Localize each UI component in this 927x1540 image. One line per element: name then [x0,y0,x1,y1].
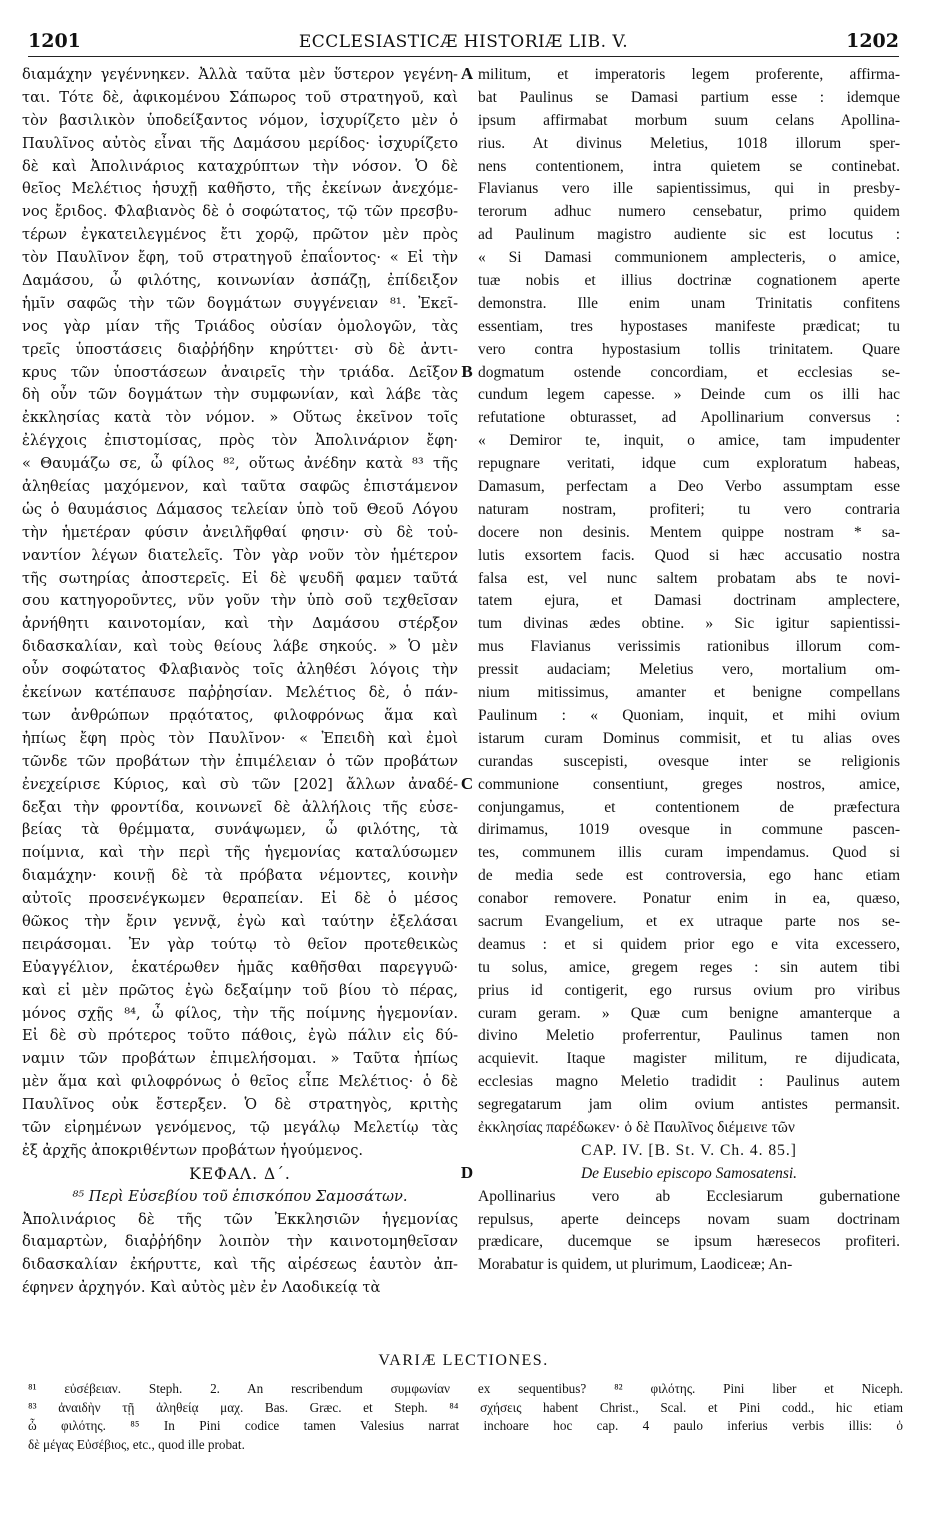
greek-text-line: Δαμάσου, ὦ φιλότης, κοινωνίαν ἀσπάζῃ, ἐπίδειξον [22,272,458,290]
greek-text-line: ἡμῖν σαφῶς τὴν τῶν δογμάτων συγγένειαν ⁸¹. Ἐκεῖ- [22,294,458,312]
latin-text-line: tuæ nobis et illius doctrinæ cognationem aperte [478,272,900,290]
latin-text-line: de media sede est controversia, ego hanc etiam [478,867,900,885]
greek-text-line: Παυλῖνος αὐτὸς εἶναι τῆς Δαμάσου μερίδος· ἰσχυρίζετο [22,134,458,152]
greek-text-line: αὐτοῖς προσενέγκωμεν θεραπείαν. Εἰ δὲ ὁ μέσος [22,890,458,908]
latin-text-line: ad Paulinum magistro audiente sic est locutus : [478,226,900,244]
latin-text-line: communione consentiunt, greges nostros, amice, [478,775,900,793]
latin-text-line: pressit audaciam; Meletius vero, mortalium om- [478,661,900,679]
latin-text-line: segregatarum jam olim ovium antistes permansit. [478,1096,900,1114]
latin-text-line: conabor removere. Ponatur enim in ea, quæso, [478,890,900,908]
greek-text-line: ται. Τότε δὲ, ἀφικομένου Σάπωρος τοῦ στρατηγοῦ, καὶ [22,88,458,106]
latin-text-line: « Si Damasi communionem amplecteris, o amice, [478,249,900,267]
latin-text-line: curam geram. » Quæ cum benigne amanterque a [478,1004,900,1022]
latin-text-line: prædicare, ducemque se ipsum hæresecos profiteri. [478,1233,900,1251]
latin-text-line: militum, et imperatoris legem proferente, affirma- [478,66,900,83]
greek-text-line: ἐλέγχοις ἐπιστομίσας, πρὸς τὸν Ἀπολινάριον ἔφη· [22,432,458,450]
footnote-line: δὲ μέγας Εὐσέβιος, etc., quod ille probat. [28,1436,245,1452]
latin-text-line: rius. At divinus Meletius, 1018 illorum sper- [478,134,900,152]
footnote-line: ⁸³ ἀναιδὴν τῇ ἀληθείᾳ μαχ. Bas. Græc. et Steph. ⁸⁴ σχήσεις habent Christ., Scal. et Pini codd., hic etiam [28,1399,903,1415]
latin-text-line: nens contentionem, intra quietem se continebat. [478,157,900,175]
latin-text-line: sacrum Evangelium, et ex utraque parte nos se- [478,912,900,930]
latin-text-line: terorum adhuc numero censebatur, primo quidem [478,203,900,221]
greek-text-line: Ἀπολινάριος δὲ τῆς τῶν Ἐκκλησιῶν ἡγεμονίας [22,1210,458,1228]
greek-text-line: καὶ εἰ μὲν πρῶτος ἐγὼ δεξαίμην τοῦ βίου τὸ πέρας, [22,981,458,999]
greek-text-line: σου κατηγοροῦντες, νῦν γοῦν τὴν ὑπὸ σοῦ τεχθεῖσαν [22,592,458,610]
latin-text-line: lutis exsortem facis. Quod si hæc accusatio nostra [478,546,900,564]
greek-text-line: δεξαι τὴν φροντίδα, κοινωνεῖ δὲ ἀλλήλοις τῆς εὐσε- [22,798,458,816]
greek-text-line: Παυλῖνος οὐκ ἔστερξεν. Ὁ δὲ στρατηγὸς, κριτὴς [22,1096,458,1114]
latin-text-line: repugnare veritati, idque cum exploratum habeas, [478,455,900,473]
latin-text-line: « Demiror te, inquit, o amice, tam impudenter [478,432,900,450]
latin-text-line: istarum curam Dominus commisit, et tu alias oves [478,729,900,747]
latin-text-line: docere non desinis. Mentem quippe nostram * sa- [478,523,900,541]
latin-text-line: dirimamus, 1019 ovesque in commune pascen- [478,821,900,839]
greek-text-line: διδασκαλίαν ἐκήρυττε, καὶ τῆς αἱρέσεως ἑαυτὸν ἀπ- [22,1256,458,1274]
latin-text-line: falsa est, vel nunc saltem probatam abs te novi- [478,569,900,587]
latin-text-line: demonstra. Ille enim unam Trinitatis confitens [478,294,900,312]
greek-text-line: Εἰ δὲ σὺ πρότερος τοῦτο πάθοις, ἐγὼ πάλιν εἰς δύ- [22,1027,458,1045]
greek-text-line: οὖν σοφώτατος Φλαβιανὸς τοῖς ἀληθέσι λόγοις τὴν [22,661,458,679]
latin-text-line: Morabatur is quidem, ut plurimum, Laodiceæ; An- [478,1256,793,1274]
latin-text-line: ecclesias magno Meletio tradidit : Paulinus autem [478,1073,900,1091]
latin-text-line: Damasum, perfectam a Deo Verbo assumptam esse [478,478,900,496]
greek-text-line: ἐξ ἀρχῆς ἀποκριθέντων προβάτων ἡγούμενος. [22,1141,364,1159]
footnotes [28,1380,903,1454]
greek-text-line: ὡς ὁ θαυμάσιος Δάμασος τελείαν ὑπὸ τοῦ Θεοῦ Λόγου [22,500,458,518]
greek-text-line: κρυς τῶν ὑποστάσεων ἀναιρεῖς τὴν τριάδα. Δεῖξον [22,363,458,381]
margin-letter: C [460,773,474,793]
greek-text-line: νος γὰρ μίαν τῆς Τριάδος οὐσίαν ὁμολογῶν, τὰς [22,317,458,335]
latin-text-line: curandas suscepisti, ovesque inter se religionis [478,752,900,770]
margin-letter: A [460,64,474,83]
latin-text-line: bat Paulinus se Damasi partium esse : idemque [478,88,900,106]
greek-text-line: νος ἔριδος. Φλαβιανὸς δὲ ὁ σοφώτατος, τῷ τῶν πρεσβυ- [22,203,458,221]
greek-text-line: ἐνεχείρισε Κύριος, καὶ σὺ τῶν [202] ἄλλων ἀναδέ- [22,775,458,793]
latin-text-line: tatem ejura, et Damasi doctrinam amplectere, [478,592,900,610]
greek-text-line: ποίμνια, καὶ τὴν περὶ τῆς ἡγεμονίας καταλύσωμεν [22,844,458,862]
latin-text-line: acquievit. Itaque magister militum, re dijudicata, [478,1050,900,1068]
greek-text-line: τῆς σωτηρίας ἀποστερεῖς. Εἰ δὲ ψευδῆ φαμεν ταῦτά [22,569,458,587]
greek-text-line: μόνος σχῇς ⁸⁴, ὦ φίλος, τὴν τῆς ποίμνης ἡγεμονίαν. [22,1004,458,1022]
latin-text-line: conjungamus, et contentionem de præfectura [478,798,900,816]
greek-chapter-subtitle: ⁸⁵ Περὶ Εὐσεβίου τοῦ ἐπισκόπου Σαμοσάτων. [72,1187,408,1205]
greek-text-line: θεῖος Μελέτιος ἡσυχῇ καθῆστο, τῆς ἐκείνων ἀνεχόμε- [22,180,458,198]
footnote-line: ὦ φιλότης. ⁸⁵ In Pini codice tamen Valesius narrat inchoare hoc cap. 4 paulo inferius verbis illis: ὁ [28,1418,903,1433]
greek-text-line: τὴν ἡμετέραν φύσιν ἀνειλῆφθαί φησιν· σὺ δὲ τοὐ- [22,523,458,541]
greek-text-line: έφηνεν ἀρχηγόν. Καὶ αὐτὸς μὲν ἐν Λαοδικείᾳ τὰ [22,1279,381,1297]
greek-chapter-title: ΚΕΦΑΛ. Δ΄. [189,1164,291,1183]
latin-text-line: Flavianus vero ille sapientissimus, qui in presby- [478,180,900,198]
greek-text-line: των ἀνθρώπων πρᾳότατος, φιλοφρόνως ἅμα καὶ [22,706,458,724]
greek-text-line: ναντίον λέγων διατελεῖς. Τὸν γὰρ νοῦν τὸν ἡμέτερον [22,546,458,564]
greek-text-line: διδασκαλίαν, καὶ τοὺς θείους λάβε σηκούς. » Ὁ μὲν [22,638,458,656]
greek-text-line: « Θαυμάζω σε, ὦ φίλος ⁸², οὕτως ἀνέδην κατὰ ⁸³ τῆς [22,455,458,473]
greek-column [22,64,458,1300]
latin-text-line: Apollinarius vero ab Ecclesiarum gubernatione [478,1187,900,1205]
latin-column [478,64,900,1277]
greek-text-line: τῶν εἰρημένων γενόμενος, τῷ μεγάλῳ Μελετίῳ τὰς [22,1118,458,1136]
latin-text-line: deamus : et si quidem prior ego e vita excessero, [478,935,900,953]
latin-text-line: mus Flavianus verissimis rationibus illorum com- [478,638,900,656]
running-title: ECCLESIASTICÆ HISTORIÆ LIB. V. [298,32,629,52]
greek-text-line: Εὐαγγέλιον, ἑκατέρωθεν ἡμᾶς καθῆσθαι παρεγγυῶ· [22,958,458,976]
latin-text-line: tes, communem illis curam impendamus. Quod si [478,844,900,862]
greek-text-line: δὴ οὖν τῶν δογμάτων τὴν συμφωνίαν, καὶ λάβε τὰς [22,386,458,404]
latin-text-line: dogmatum ostende concordiam, et ecclesias se- [478,363,900,381]
latin-text-line: refutatione obturasset, ad Apollinarium conversus : [478,409,900,427]
greek-text-line: ἀληθείας μαχόμενον, καὶ ταῦτα σαφῶς ἐπιστάμενον [22,478,458,496]
latin-text-line: cundum legem capesse. » Deinde cum os illi hac [478,386,900,404]
variae-lectiones-heading: VARIÆ LECTIONES. [378,1352,549,1369]
greek-text-line: διαμάχην γεγέννηκεν. Ἀλλὰ ταῦτα μὲν ὕστερον γεγένη- [22,66,458,83]
greek-text-line: τὸν Παυλῖνον ἔφη, τοῦ στρατηγοῦ ἐπαΐοντος· « Εἰ τὴν [22,249,458,267]
greek-text-line: ἐκείνων κατέπαυσε παῤῥησίαν. Μελέτιος δὲ, ὁ πάν- [22,684,458,702]
greek-text-line: διαμαρτὼν, διαῤῥήδην λοιπὸν τὴν καινοτομηθεῖσαν [22,1233,458,1251]
left-page-number: 1201 [28,30,81,52]
greek-text-line: τρεῖς ὑποστάσεις διαῤῥήδην κηρύττει· σὺ δὲ ἀντι- [22,340,458,358]
greek-text-line: τῶνδε τῶν προβάτων τὴν ἐπιμέλειαν ὁ τῶν προβάτων [22,752,458,770]
latin-chapter-title: CAP. IV. [B. St. V. Ch. 4. 85.] [581,1141,797,1159]
greek-text-line: ἐκκλησίας κατὰ τὸν νόμον. » Οὕτως ἐκεῖνον τοῖς [22,409,458,427]
latin-text-line: tum divinas ædes obtine. » Sic igitur sapientissi- [478,615,900,633]
right-page-number: 1202 [846,30,899,52]
running-header [28,30,899,57]
latin-text-line: divino Meletio proferrentur, Paulinus tamen non [478,1027,900,1045]
greek-text-line: μὲν ἅμα καὶ φιλοφρόνως ὁ θεῖος εἶπε Μελέτιος· ὁ δὲ [22,1073,458,1091]
latin-chapter-subtitle: De Eusebio episcopo Samosatensi. [580,1164,798,1182]
latin-text-line: ipsum affirmabat morbum suum celans Apollina- [478,111,900,129]
greek-text-line: τέρων ἐγκατειλεγμένος ἔτι χορῷ, πρῶτον μὲν πρὸς [22,226,458,244]
footnote-line: ⁸¹ εὐσέβειαν. Steph. 2. An rescribendum συμφωνίαν ex sequentibus? ⁸² φιλότης. Pini liber et Niceph. [28,1381,903,1396]
latin-text-line: repulsus, aperte deinceps novam suam doctrinam [478,1210,900,1228]
latin-text-line: essentiam, tres hypostases manifeste prædicat; tu [478,317,900,335]
greek-text-line: ἠπίως ἔφη πρὸς τὸν Παυλῖνον· « Ἐπειδὴ καὶ ἐμοὶ [22,729,458,747]
greek-text-line: πειράσομαι. Ἐν γὰρ τούτῳ τὸ θεῖον προτεθεικὼς [22,935,458,953]
latin-text-line: vero contra hypostasium tollis trinitatem. Quare [478,340,900,358]
greek-text-line: θῶκος τὴν ἔριν γεννᾷ, ἐγὼ καὶ ταύτην ἐξελάσαι [22,912,458,930]
latin-text-line: ἐκκλησίας παρέδωκεν· ὁ δὲ Παυλῖνος διέμεινε τῶν [478,1118,795,1136]
greek-text-line: ναμιν τῶν προβάτων ἐπιμελήσομαι. » Ταῦτα ἠπίως [22,1050,458,1068]
latin-text-line: nium mitissimus, amanter et benigne compellans [478,684,900,702]
greek-text-line: διαμάχην· κοινῇ δὲ τὰ πρόβατα νέμοντες, κοινὴν [22,867,458,885]
latin-text-line: naturam nostram, profiteri; tu vero contraria [478,500,900,518]
latin-text-line: Paulinum : « Quoniam, inquit, et mihi ovium [478,706,900,724]
greek-text-line: βείας τὰ θρέμματα, συνάψωμεν, ὦ φιλότης, τὰ [22,821,458,839]
greek-text-line: τὸν βασιλικὸν ὑποδείξαντος νόμον, ἰσχυρίζετο μὲν ὁ [22,111,458,129]
latin-text-line: tu solus, amice, gregem reges : sin autem tibi [478,958,900,976]
greek-text-line: δὲ καὶ Ἀπολινάριος καταχρύπτων τὴν νόσον. Ὁ δὲ [22,157,458,175]
greek-text-line: ἀρνήθητι καινοτομίαν, καὶ τὴν Δαμάσου στέρξον [22,615,458,633]
margin-letter: B [461,361,473,381]
margin-letter: D [460,1163,474,1183]
latin-text-line: prius id contigerit, ego rursus ovium pro viribus [478,981,900,999]
